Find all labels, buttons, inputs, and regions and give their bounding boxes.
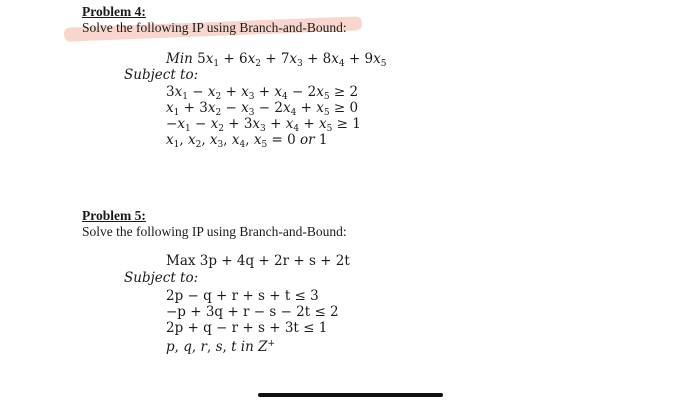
problem-5-title: Problem 5:: [82, 208, 146, 223]
problem-5-constraint: −p + 3q + r − s − 2t ≤ 2: [166, 304, 339, 320]
problem-4-title: Problem 4:: [82, 4, 146, 19]
problem-5-constraint: p, q, r, s, t in Z+: [166, 339, 276, 355]
problem-5-subject-to: Subject to:: [124, 270, 199, 286]
problem-5-constraint: 2p + q − r + s + 3t ≤ 1: [166, 320, 328, 336]
problem-4-instruction: Solve the following IP using Branch-and-Bound:: [82, 20, 347, 35]
problem-4-constraint: $3x_1 - x_2 + x_3 + x_4 - 2x_5 \ge 2$: [166, 84, 359, 102]
problem-5-instruction: Solve the following IP using Branch-and-Bound:: [82, 224, 347, 239]
problem-4-constraint: $-x_1 - x_2 + 3x_3 + x_4 + x_5 \ge 1$: [166, 116, 361, 134]
problem-4-constraint: $x_1 + 3x_2 - x_3 - 2x_4 + x_5 \ge 0$: [166, 100, 359, 118]
problem-5-constraint: 2p − q + r + s + t ≤ 3: [166, 288, 319, 304]
problem-5-objective: Max 3p + 4q + 2r + s + 2t: [166, 253, 350, 269]
problem-4-constraint: $x_1$, $x_2$, $x_3$, $x_4$, $x_5 = 0$ or 1: [166, 132, 328, 150]
problem-4-objective: Min $5x_1 + 6x_2 + 7x_3 + 8x_4 + 9x_5$: [166, 51, 387, 69]
problem-4-subject-to: Subject to:: [124, 67, 199, 83]
home-indicator[interactable]: [258, 393, 443, 397]
